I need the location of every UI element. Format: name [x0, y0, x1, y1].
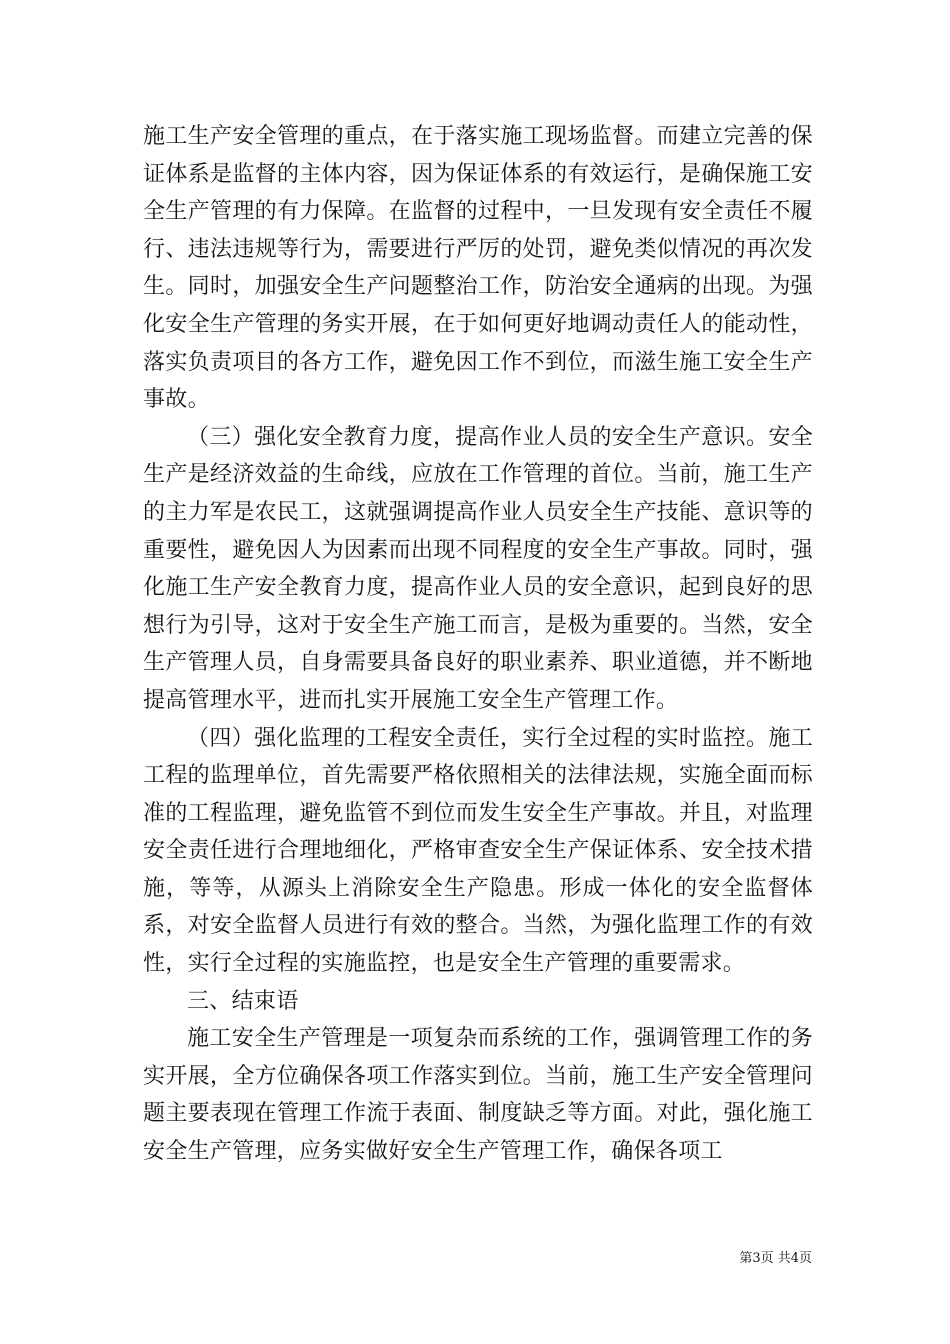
document-body [143, 118, 813, 1171]
paragraph-supervision-continued: 施工生产安全管理的重点，在于落实施工现场监督。而建立完善的保证体系是监督的主体内容，因为保证体系的有效运行，是确保施工安全生产管理的有力保障。在监督的过程中，一旦发现有安全责任不履行、违法违规等行为，需要进行严厉的处罚，避免类似情况的再次发生。同时，加强安全生产问题整治工作，防治安全通病的出现。为强化安全生产管理的务实开展，在于如何更好地调动责任人的能动性，落实负责项目的各方工作，避免因工作不到位，而滋生施工安全生产事故。 [143, 124, 813, 413]
paragraph-safety-education: （三）强化安全教育力度，提高作业人员的安全生产意识。安全生产是经济效益的生命线，应放在工作管理的首位。当前，施工生产的主力军是农民工，这就强调提高作业人员安全生产技能、意识等的重要性，避免因人为因素而出现不同程度的安全生产事故。同时，强化施工生产安全教育力度，提高作业人员的安全意识，起到良好的思想行为引导，这对于安全生产施工而言，是极为重要的。当然，安全生产管理人员，自身需要具备良好的职业素养、职业道德，并不断地提高管理水平，进而扎实开展施工安全生产管理工作。 [143, 424, 813, 713]
paragraph-supervision-responsibility: （四）强化监理的工程安全责任，实行全过程的实时监控。施工工程的监理单位，首先需要严格依照相关的法律法规，实施全面而标准的工程监理，避免监管不到位而发生安全生产事故。并且，对监理安全责任进行合理地细化，严格审查安全生产保证体系、安全技术措施，等等，从源头上消除安全生产隐患。形成一体化的安全监督体系，对安全监督人员进行有效的整合。当然，为强化监理工作的有效性，实行全过程的实施监控，也是安全生产管理的重要需求。 [143, 725, 813, 977]
section-heading-conclusion: 三、结束语 [187, 988, 299, 1014]
page-number: 第3页 共4页 [739, 1251, 812, 1266]
paragraph-conclusion: 施工安全生产管理是一项复杂而系统的工作，强调管理工作的务实开展，全方位确保各项工作落实到位。当前，施工生产安全管理问题主要表现在管理工作流于表面、制度缺乏等方面。对此，强化施工安全生产管理，应务实做好安全生产管理工作，确保各项工 [143, 1026, 813, 1165]
